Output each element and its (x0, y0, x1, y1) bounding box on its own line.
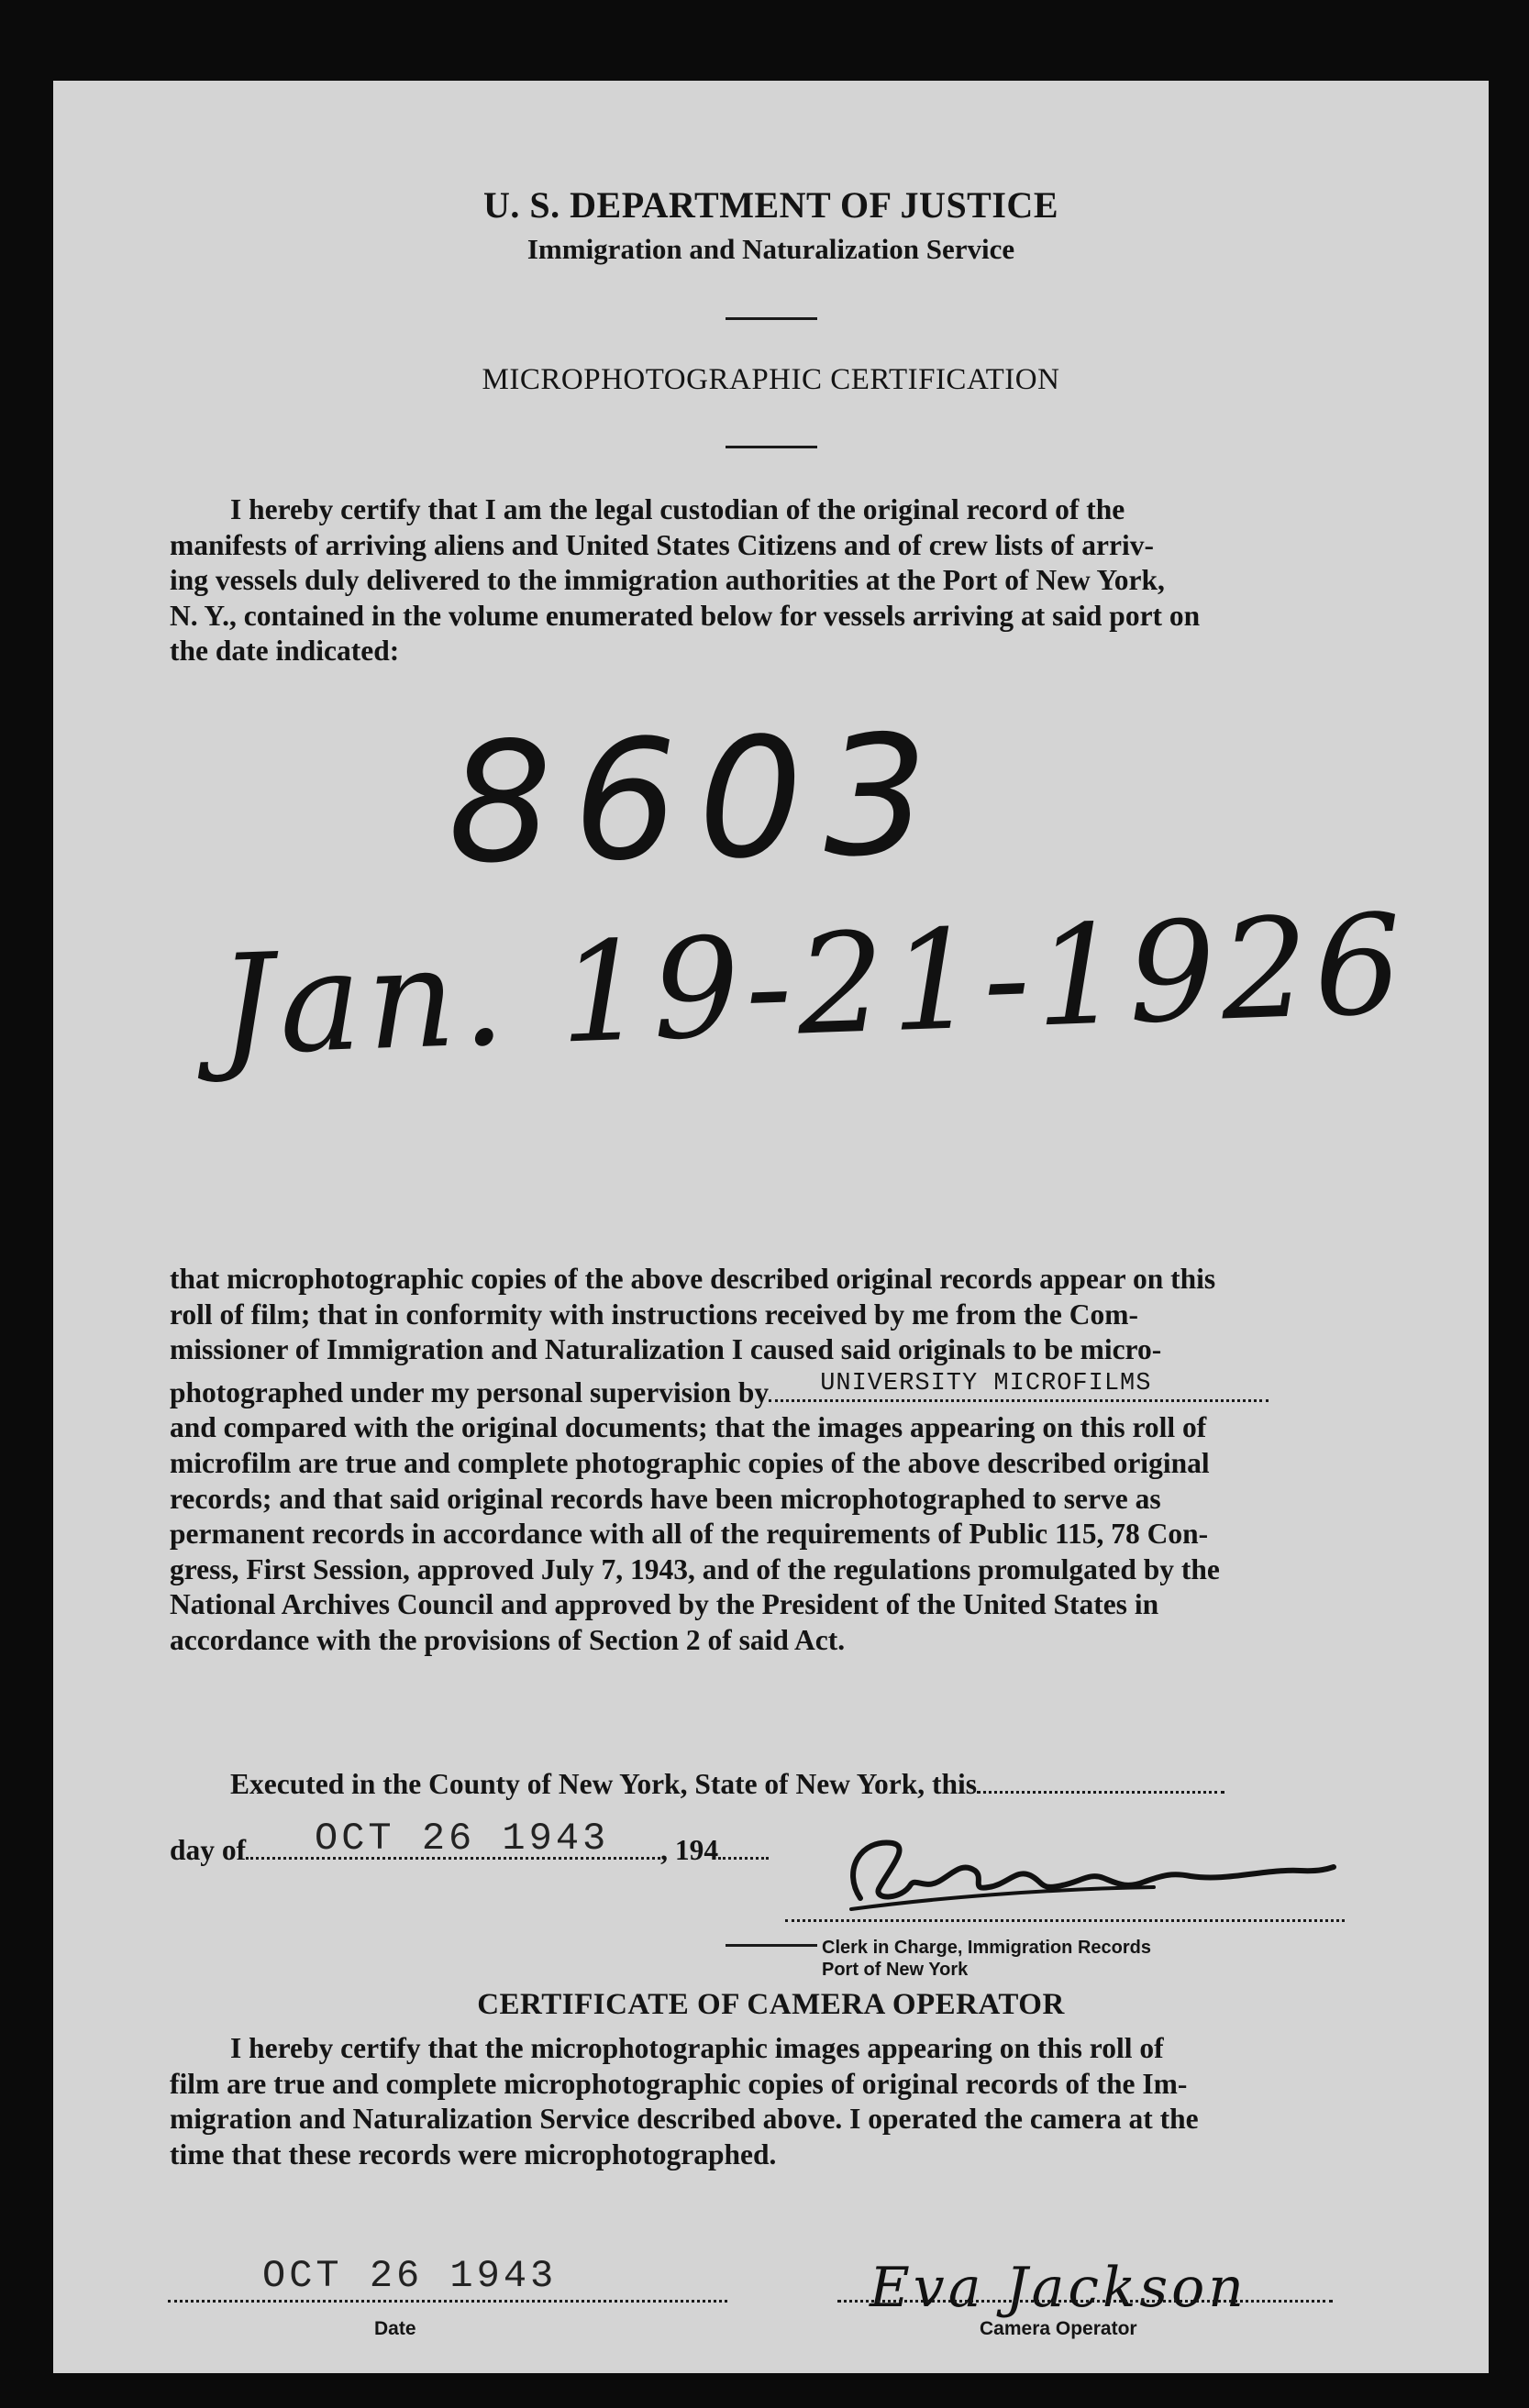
day-of-label: day of (170, 1834, 247, 1866)
paragraph-line: ing vessels duly delivered to the immigration authorities at the Port of New York, (170, 564, 1165, 597)
year-prefix: , 194 (660, 1834, 719, 1866)
date-label: Date (374, 2318, 416, 2339)
camera-operator-label: Camera Operator (980, 2318, 1137, 2339)
custodian-paragraph (170, 492, 1353, 669)
handwritten-volume-dates: Jan. 19-21-1926 (216, 885, 1411, 1087)
execution-blank (977, 1769, 1224, 1794)
paragraph-line: gress, First Session, approved July 7, 1943, and of the regulations promulgated by the (170, 1552, 1220, 1585)
divider (726, 317, 817, 320)
paragraph-line: I hereby certify that the microphotographic images appearing on this roll of (230, 2032, 1164, 2064)
camera-operator-heading: CERTIFICATE OF CAMERA OPERATOR (477, 1988, 1065, 2021)
operator-signature-line (837, 2300, 1333, 2303)
paragraph-line: N. Y., contained in the volume enumerated below for vessels arriving at said port on (170, 599, 1201, 632)
paragraph-line: time that these records were microphotographed. (170, 2137, 777, 2171)
paragraph-line: missioner of Immigration and Naturalization I caused said originals to be micro- (170, 1333, 1162, 1366)
camera-operator-paragraph (170, 2031, 1353, 2172)
paragraph-line: roll of film; that in conformity with instructions received by me from the Com- (170, 1298, 1138, 1331)
operator-stamped-date: OCT 26 1943 (262, 2254, 558, 2298)
execution-text-wrap (170, 1768, 1224, 1801)
clerk-title-line: Clerk in Charge, Immigration Records (822, 1938, 1151, 1958)
execution-line (170, 1768, 1224, 1801)
certificate-sheet (53, 81, 1489, 2373)
paragraph-line: that microphotographic copies of the above described original records appear on this (170, 1263, 1216, 1295)
copies-paragraph (170, 1262, 1353, 1659)
paragraph-line: permanent records in accordance with all of the requirements of Public 115, 78 Con- (170, 1518, 1209, 1551)
supervision-prefix: photographed under my personal supervision by (170, 1375, 770, 1408)
divider (726, 446, 817, 448)
year-blank (718, 1835, 769, 1860)
supervision-line (170, 1369, 1353, 1411)
paragraph-line: migration and Naturalization Service described above. I operated the camera at the (170, 2103, 1199, 2136)
paragraph-line: accordance with the provisions of Section 2 of said Act. (170, 1623, 846, 1656)
paragraph-line: the date indicated: (170, 635, 400, 668)
handwritten-volume-number: 8603 (446, 700, 950, 900)
supervisor-typed: UNIVERSITY MICROFILMS (820, 1369, 1152, 1397)
date-line (168, 2300, 727, 2303)
certification-title: MICROPHOTOGRAPHIC CERTIFICATION (482, 363, 1060, 396)
clerk-signature-line (785, 1919, 1345, 1922)
paragraph-line: records; and that said original records have been microphotographed to serve as (170, 1482, 1161, 1515)
paragraph-line: manifests of arriving aliens and United States Citizens and of crew lists of arriv- (170, 528, 1154, 561)
supervisor-field (769, 1369, 1269, 1402)
divider (726, 1944, 817, 1947)
clerk-signature (824, 1834, 1337, 1926)
operator-signature-text: Eva Jackson (870, 2256, 1247, 2320)
paragraph-line: microfilm are true and complete photographic copies of the above described original (170, 1446, 1210, 1479)
paragraph-line: I hereby certify that I am the legal custodian of the original record of the (230, 493, 1125, 525)
paragraph-line: and compared with the original documents; that the images appearing on this roll of (170, 1411, 1207, 1444)
execution-text: Executed in the County of New York, State of New York, this (230, 1768, 978, 1800)
clerk-title-line: Port of New York (822, 1960, 969, 1980)
service-heading: Immigration and Naturalization Service (526, 233, 1015, 265)
execution-stamped-date: OCT 26 1943 (315, 1817, 610, 1861)
department-heading: U. S. DEPARTMENT OF JUSTICE (483, 184, 1058, 226)
paragraph-line: National Archives Council and approved by the President of the United States in (170, 1588, 1159, 1621)
clerk-title (822, 1937, 1151, 1981)
paragraph-line: film are true and complete microphotographic copies of original records of the Im- (170, 2067, 1188, 2100)
